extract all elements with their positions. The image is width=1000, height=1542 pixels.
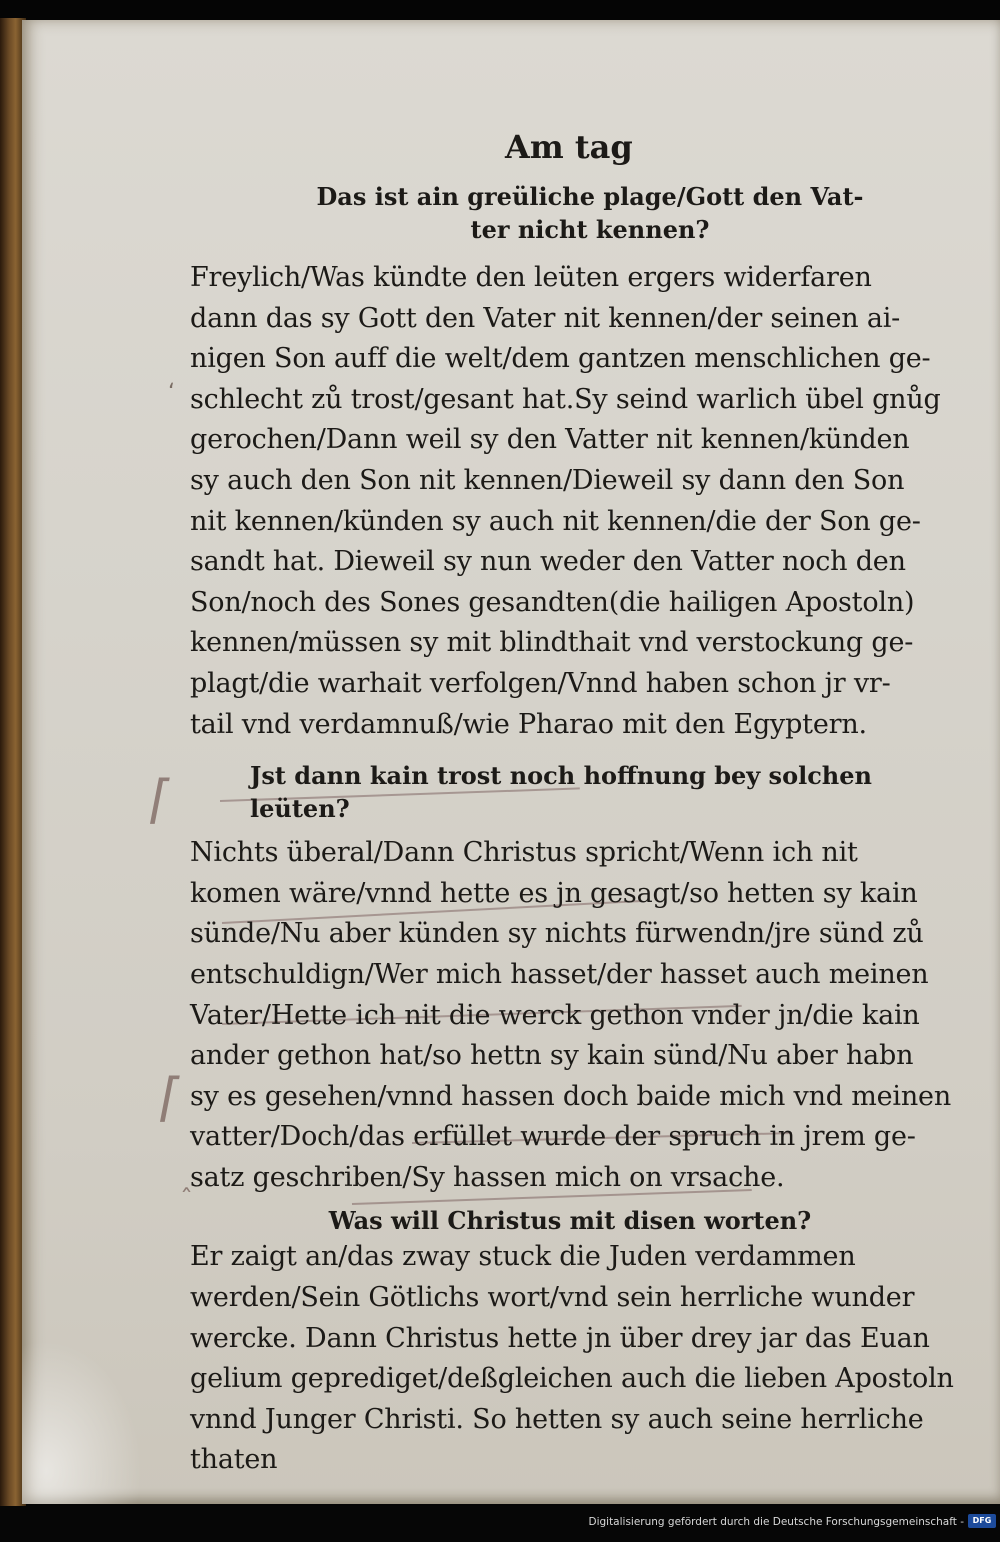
answer-paragraph: Freylich/Was kündte den leüten ergers widerfaren dann das sy Gott den Vater nit kennen/der seinen ai- nigen Son auff die welt/dem gantzen menschlichen ge- schlecht zů trost/gesant hat.Sy seind warlich übel gnůg gerochen/Dann weil sy den Vatter nit kennen/künden sy auch den Son nit kennen/Dieweil sy dann den Son nit kennen/künden sy auch nit kennen/die der Son ge- sandt hat. Dieweil sy nun weder den Vatter noch den Son/noch des Sones gesandten(die hailigen Apostoln) kennen/müssen sy mit blindthait vnd verstockung ge- plagt/die warhait verfolgen/Vnnd haben schon jr vr- tail vnd verdamnuß/wie Pharao mit den Egyptern. (190, 262, 941, 740)
dfg-logo-icon[interactable]: DFG (968, 1514, 996, 1528)
running-head: Am tag (505, 128, 633, 166)
footer-bar (0, 1506, 1000, 1542)
question-heading: Was will Christus mit disen worten? (328, 1206, 812, 1236)
margin-mark: ˆ (180, 1185, 193, 1215)
margin-mark: ʻ (168, 380, 175, 405)
question-heading: Das ist ain greüliche plage/Gott den Vat- ter nicht kennen? (316, 182, 864, 244)
answer-paragraph: Nichts überal/Dann Christus spricht/Wenn ich nit komen wäre/vnnd hette es jn gesagt/so hetten sy kain sünde/Nu aber künden sy nichts fürwendn/jre sünd zů entschuldign/Wer mich hasset/der hasset auch meinen Vater/Hette ich nit die werck gethon vnder jn/die kain ander gethon hat/so hettn sy kain sünd/Nu aber habn sy es gesehen/vnnd hassen doch baide mich vnd meinen vatter/Doch/das erfüllet wurde der spruch in jrem ge- satz geschriben/Sy hassen mich on vrsache. (190, 837, 952, 1193)
question-heading: Jst dann kain trost noch hoffnung bey solchen leüten? (250, 761, 872, 824)
margin-pencil-bracket: ⌈ (160, 1068, 181, 1128)
margin-pencil-bracket: ⌈ (150, 770, 171, 830)
page-text (190, 128, 970, 1481)
funding-credit: Digitalisierung gefördert durch die Deutsche Forschungsgemeinschaft - (588, 1516, 964, 1528)
answer-paragraph: Er zaigt an/das zway stuck die Juden verdammen werden/Sein Götlichs wort/vnd sein herrliche wunder wercke. Dann Christus hette jn über drey jar das Euan gelium geprediget/deßgleichen auch die lieben Apostoln vnnd Junger Christi. So hetten sy auch seine herrliche thaten (190, 1241, 954, 1476)
